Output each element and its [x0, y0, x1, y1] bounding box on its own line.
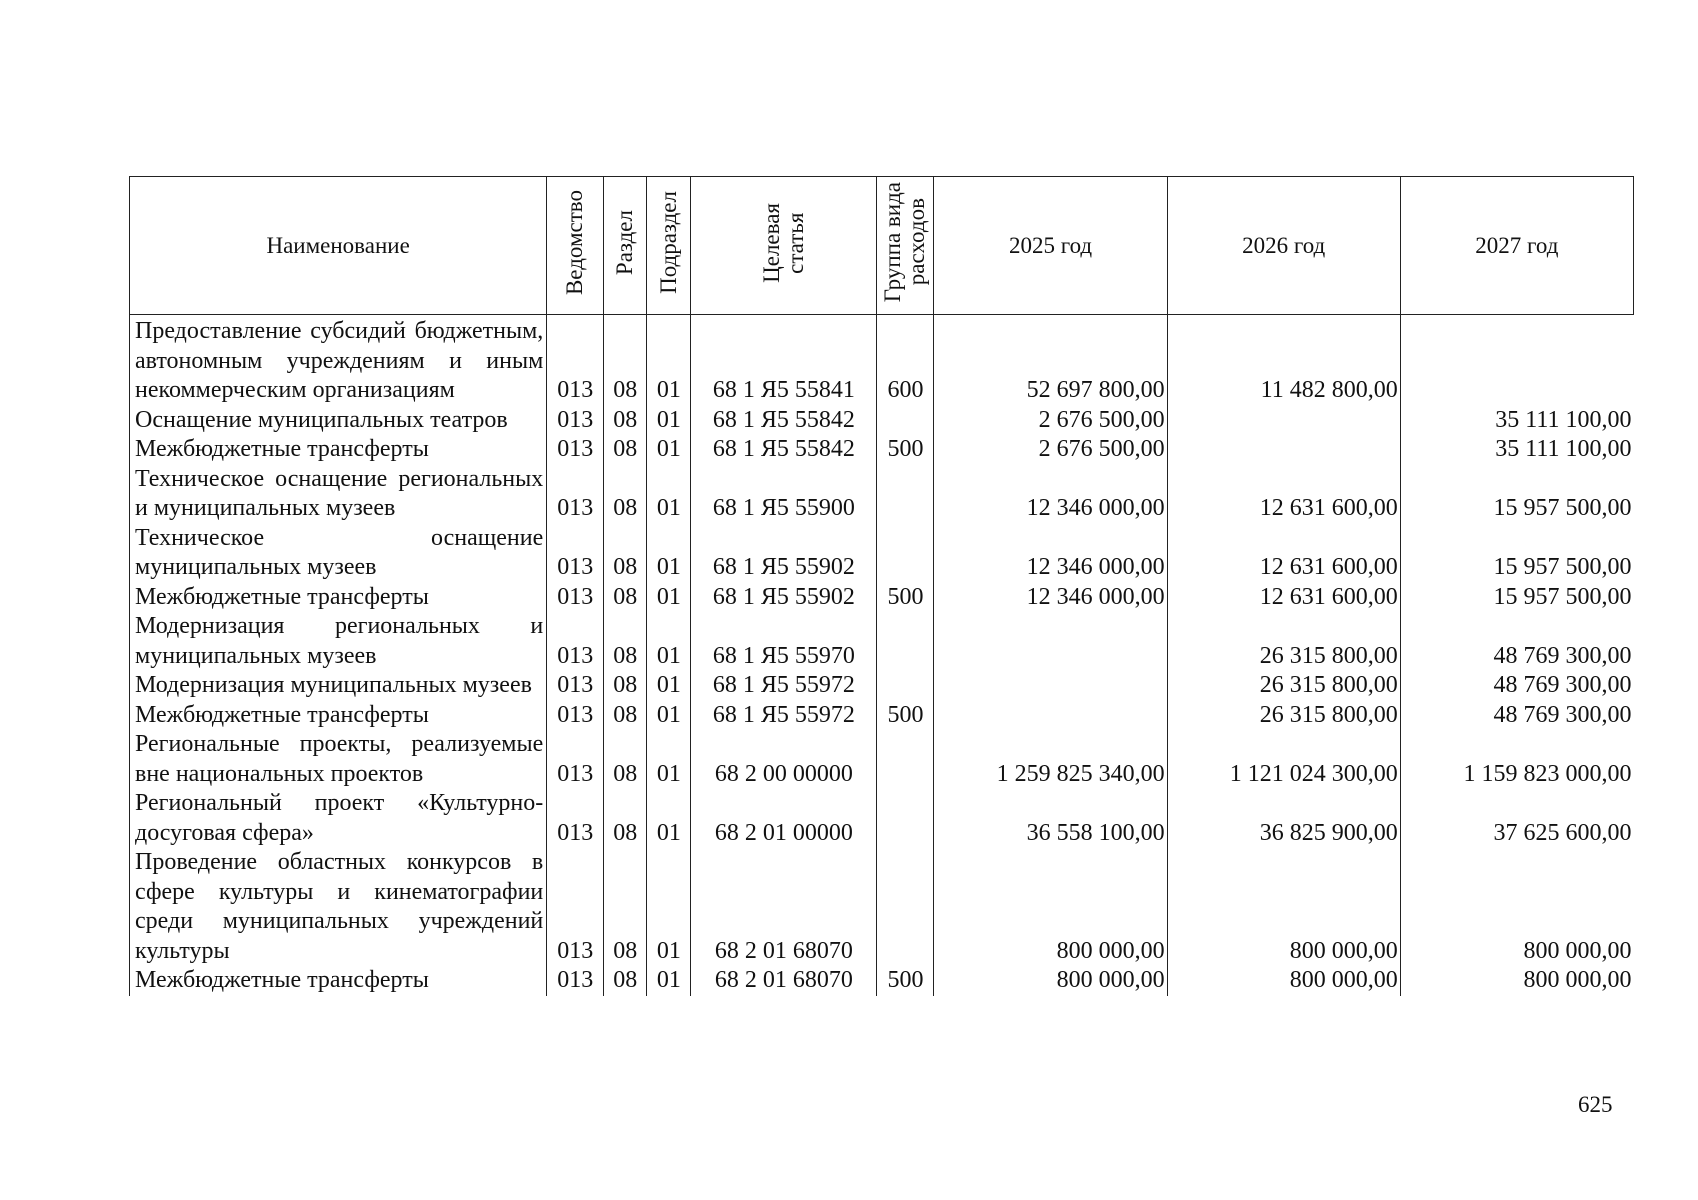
row-amount-2026: 12 631 600,00	[1167, 524, 1400, 583]
row-target-article: 68 1 Я5 55972	[691, 671, 877, 701]
row-target-article: 68 1 Я5 55842	[691, 406, 877, 436]
row-name: Проведение областных конкурсов в сфере культуры и кинематографии среди муниципальных учреждений культуры	[130, 848, 547, 966]
row-ministry: 013	[547, 465, 604, 524]
row-amount-2026: 800 000,00	[1167, 848, 1400, 966]
row-name: Межбюджетные трансферты	[130, 583, 547, 613]
header-group-line2: расходов	[904, 198, 930, 287]
row-section: 08	[604, 671, 647, 701]
table-body	[130, 315, 1634, 996]
row-amount-2026: 11 482 800,00	[1167, 315, 1400, 406]
table-row	[130, 612, 1634, 671]
row-amount-2027: 1 159 823 000,00	[1400, 730, 1633, 789]
row-amount-2025: 12 346 000,00	[934, 583, 1167, 613]
row-subsection: 01	[647, 671, 691, 701]
row-amount-2025: 1 259 825 340,00	[934, 730, 1167, 789]
row-section: 08	[604, 848, 647, 966]
row-section: 08	[604, 730, 647, 789]
row-ministry: 013	[547, 612, 604, 671]
row-section: 08	[604, 315, 647, 406]
row-amount-2026: 26 315 800,00	[1167, 671, 1400, 701]
row-amount-2027: 37 625 600,00	[1400, 789, 1633, 848]
row-expense-group	[877, 671, 934, 701]
row-section: 08	[604, 701, 647, 731]
row-amount-2025	[934, 701, 1167, 731]
row-section: 08	[604, 524, 647, 583]
row-expense-group: 500	[877, 701, 934, 731]
row-subsection: 01	[647, 701, 691, 731]
table-row	[130, 966, 1634, 996]
header-target-article	[691, 177, 877, 315]
table-row	[130, 730, 1634, 789]
table-row	[130, 435, 1634, 465]
row-subsection: 01	[647, 465, 691, 524]
header-section: Раздел	[604, 177, 647, 315]
row-subsection: 01	[647, 848, 691, 966]
row-expense-group	[877, 465, 934, 524]
row-name: Региональный проект «Культурно-досуговая сфера»	[130, 789, 547, 848]
table-row	[130, 406, 1634, 436]
row-target-article: 68 1 Я5 55842	[691, 435, 877, 465]
table-row	[130, 789, 1634, 848]
row-amount-2026: 12 631 600,00	[1167, 465, 1400, 524]
row-amount-2025: 2 676 500,00	[934, 435, 1167, 465]
row-amount-2027: 48 769 300,00	[1400, 701, 1633, 731]
row-amount-2027: 35 111 100,00	[1400, 435, 1633, 465]
header-name: Наименование	[130, 177, 547, 315]
row-ministry: 013	[547, 730, 604, 789]
row-subsection: 01	[647, 435, 691, 465]
row-target-article: 68 2 00 00000	[691, 730, 877, 789]
row-name: Региональные проекты, реализуемые вне национальных проектов	[130, 730, 547, 789]
header-target-line1: Целевая	[758, 202, 784, 283]
row-name: Техническое оснащение муниципальных музеев	[130, 524, 547, 583]
header-subsection: Подраздел	[647, 177, 691, 315]
row-subsection: 01	[647, 966, 691, 996]
budget-table	[129, 176, 1634, 996]
page-number: 625	[1578, 1092, 1613, 1117]
row-subsection: 01	[647, 406, 691, 436]
table-row	[130, 524, 1634, 583]
table-header	[130, 177, 1634, 315]
row-amount-2026: 26 315 800,00	[1167, 612, 1400, 671]
row-target-article: 68 2 01 68070	[691, 848, 877, 966]
row-amount-2026	[1167, 435, 1400, 465]
row-amount-2026: 36 825 900,00	[1167, 789, 1400, 848]
row-amount-2025: 52 697 800,00	[934, 315, 1167, 406]
row-amount-2026: 1 121 024 300,00	[1167, 730, 1400, 789]
row-expense-group: 500	[877, 583, 934, 613]
row-target-article: 68 1 Я5 55902	[691, 524, 877, 583]
row-expense-group	[877, 524, 934, 583]
row-expense-group: 500	[877, 435, 934, 465]
row-section: 08	[604, 789, 647, 848]
row-section: 08	[604, 465, 647, 524]
row-amount-2026: 12 631 600,00	[1167, 583, 1400, 613]
row-expense-group	[877, 848, 934, 966]
row-target-article: 68 1 Я5 55900	[691, 465, 877, 524]
row-amount-2026	[1167, 406, 1400, 436]
row-amount-2027: 15 957 500,00	[1400, 583, 1633, 613]
row-amount-2027: 15 957 500,00	[1400, 465, 1633, 524]
header-target-line2: статья	[782, 211, 808, 274]
row-expense-group	[877, 730, 934, 789]
row-amount-2025: 12 346 000,00	[934, 524, 1167, 583]
row-amount-2026: 800 000,00	[1167, 966, 1400, 996]
row-amount-2027	[1400, 315, 1633, 406]
row-target-article: 68 2 01 00000	[691, 789, 877, 848]
row-expense-group: 600	[877, 315, 934, 406]
table-row	[130, 848, 1634, 966]
table-row	[130, 701, 1634, 731]
row-target-article: 68 2 01 68070	[691, 966, 877, 996]
row-amount-2027: 15 957 500,00	[1400, 524, 1633, 583]
row-section: 08	[604, 966, 647, 996]
row-amount-2025: 800 000,00	[934, 966, 1167, 996]
row-name: Оснащение муниципальных театров	[130, 406, 547, 436]
table-row	[130, 583, 1634, 613]
header-2027: 2027 год	[1400, 177, 1633, 315]
row-amount-2027: 48 769 300,00	[1400, 612, 1633, 671]
row-amount-2025	[934, 612, 1167, 671]
row-subsection: 01	[647, 730, 691, 789]
row-target-article: 68 1 Я5 55841	[691, 315, 877, 406]
row-section: 08	[604, 583, 647, 613]
header-ministry: Ведомство	[547, 177, 604, 315]
row-amount-2025: 800 000,00	[934, 848, 1167, 966]
table-row	[130, 671, 1634, 701]
row-target-article: 68 1 Я5 55970	[691, 612, 877, 671]
row-ministry: 013	[547, 583, 604, 613]
row-expense-group	[877, 612, 934, 671]
row-target-article: 68 1 Я5 55902	[691, 583, 877, 613]
table-row	[130, 315, 1634, 406]
row-amount-2025: 2 676 500,00	[934, 406, 1167, 436]
row-subsection: 01	[647, 612, 691, 671]
row-ministry: 013	[547, 701, 604, 731]
row-subsection: 01	[647, 315, 691, 406]
row-ministry: 013	[547, 315, 604, 406]
row-section: 08	[604, 612, 647, 671]
row-section: 08	[604, 435, 647, 465]
row-expense-group: 500	[877, 966, 934, 996]
row-ministry: 013	[547, 966, 604, 996]
row-subsection: 01	[647, 583, 691, 613]
row-amount-2026: 26 315 800,00	[1167, 701, 1400, 731]
row-name: Межбюджетные трансферты	[130, 966, 547, 996]
row-ministry: 013	[547, 524, 604, 583]
row-name: Предоставление субсидий бюджетным, автономным учреждениям и иным некоммерческим организациям	[130, 315, 547, 406]
row-expense-group	[877, 406, 934, 436]
row-amount-2025: 36 558 100,00	[934, 789, 1167, 848]
header-2025: 2025 год	[934, 177, 1167, 315]
row-name: Межбюджетные трансферты	[130, 701, 547, 731]
row-section: 08	[604, 406, 647, 436]
header-group-line1: Группа вида	[880, 182, 906, 303]
row-target-article: 68 1 Я5 55972	[691, 701, 877, 731]
row-subsection: 01	[647, 524, 691, 583]
row-name: Модернизация муниципальных музеев	[130, 671, 547, 701]
row-ministry: 013	[547, 671, 604, 701]
row-name: Техническое оснащение региональных и муниципальных музеев	[130, 465, 547, 524]
row-amount-2025: 12 346 000,00	[934, 465, 1167, 524]
row-ministry: 013	[547, 406, 604, 436]
row-expense-group	[877, 789, 934, 848]
row-ministry: 013	[547, 435, 604, 465]
row-ministry: 013	[547, 848, 604, 966]
row-amount-2027: 48 769 300,00	[1400, 671, 1633, 701]
row-amount-2025	[934, 671, 1167, 701]
row-amount-2027: 800 000,00	[1400, 966, 1633, 996]
row-amount-2027: 35 111 100,00	[1400, 406, 1633, 436]
row-ministry: 013	[547, 789, 604, 848]
row-amount-2027: 800 000,00	[1400, 848, 1633, 966]
row-subsection: 01	[647, 789, 691, 848]
table-row	[130, 465, 1634, 524]
row-name: Модернизация региональных и муниципальных музеев	[130, 612, 547, 671]
header-2026: 2026 год	[1167, 177, 1400, 315]
row-name: Межбюджетные трансферты	[130, 435, 547, 465]
header-expense-group	[877, 177, 934, 315]
